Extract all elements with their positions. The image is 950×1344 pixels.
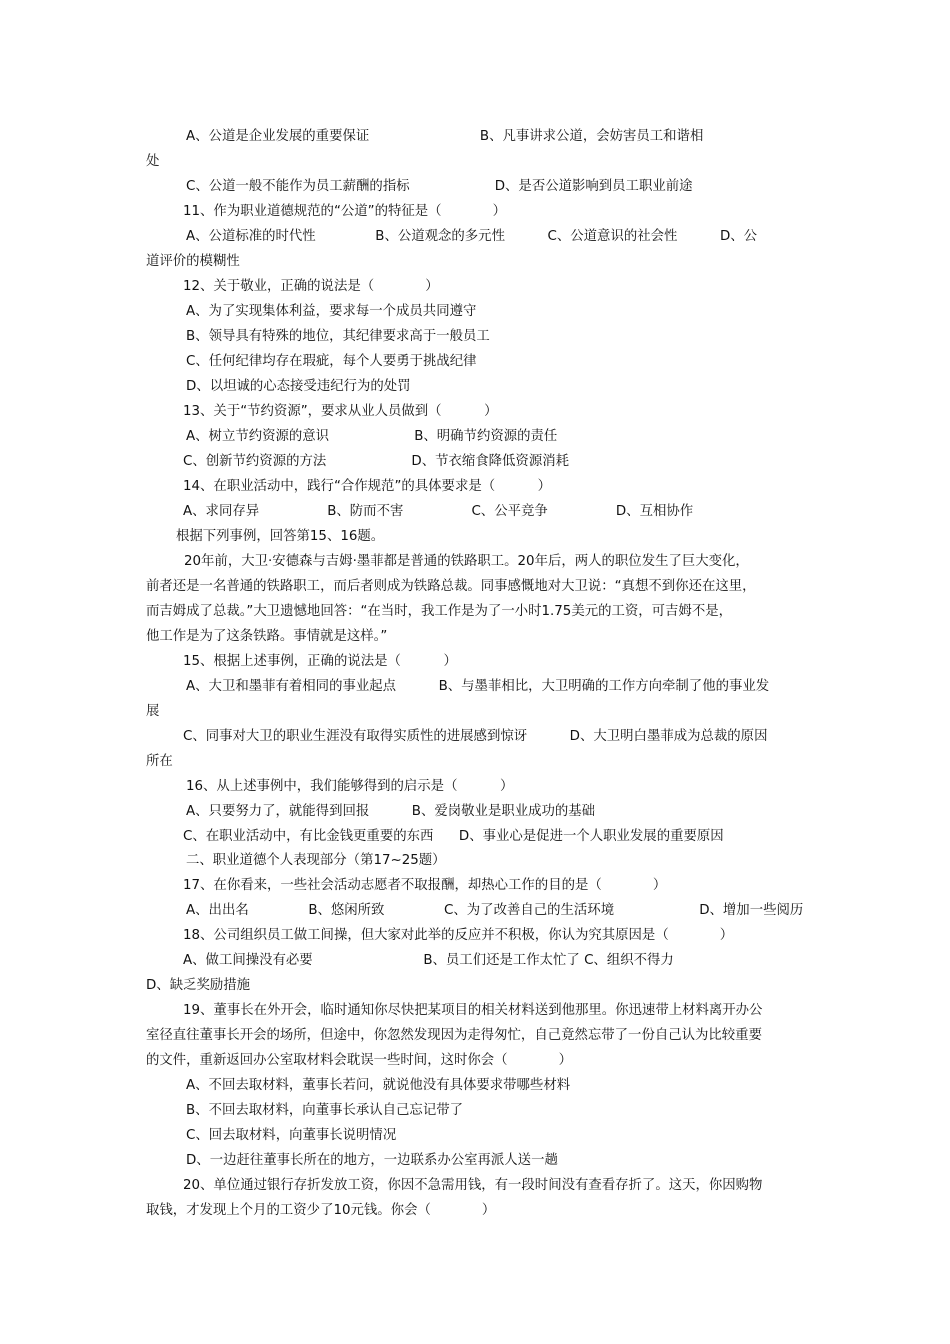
question-14: 14、在职业活动中，践行“合作规范”的具体要求是（ ） (183, 479, 552, 494)
section-heading: 二、职业道德个人表现部分（第17~25题） (186, 853, 446, 868)
option-line: A、公道标准的时代性 B、公道观念的多元性 C、公道意识的社会性 D、公 (186, 229, 758, 244)
option-line: A、出出名 B、悠闲所致 C、为了改善自己的生活环境 D、增加一些阅历 (186, 903, 804, 918)
question-17: 17、在你看来，一些社会活动志愿者不取报酬，却热心工作的目的是（ ） (183, 878, 667, 893)
option-line: B、领导具有特殊的地位，其纪律要求高于一般员工 (186, 329, 490, 344)
option-line-continuation: 道评价的模糊性 (146, 254, 240, 269)
case-paragraph: 前者还是一名普通的铁路职工，而后者则成为铁路总裁。同事感慨地对大卫说：“真想不到你还在这里， (146, 579, 756, 594)
option-line: C、创新节约资源的方法 D、节衣缩食降低资源消耗 (183, 454, 569, 469)
option-line: C、同事对大卫的职业生涯没有取得实质性的进展感到惊讶 D、大卫明白墨菲成为总裁的原因 (183, 729, 768, 744)
option-line: C、任何纪律均存在瑕疵，每个人要勇于挑战纪律 (186, 354, 477, 369)
option-line-continuation: 所在 (146, 754, 173, 769)
question-20: 20、单位通过银行存折发放工资，你因不急需用钱，有一段时间没有查看存折了。这天，你因购物 (183, 1178, 763, 1193)
option-line: A、不回去取材料，董事长若问，就说他没有具体要求带哪些材料 (186, 1078, 571, 1093)
option-line: A、求同存异 B、防而不害 C、公平竞争 D、互相协作 (183, 504, 694, 519)
case-paragraph: 他工作是为了这条铁路。事情就是这样。” (146, 629, 388, 644)
option-line: D、以坦诚的心态接受违纪行为的处罚 (186, 379, 411, 394)
question-19-continuation: 的文件，重新返回办公室取材料会耽误一些时间，这时你会（ ） (146, 1053, 573, 1068)
question-19: 19、董事长在外开会，临时通知你尽快把某项目的相关材料送到他那里。你迅速带上材料离开办公 (183, 1003, 763, 1018)
case-intro: 根据下列事例，回答第15、16题。 (176, 529, 385, 544)
option-line: B、不回去取材料，向董事长承认自己忘记带了 (186, 1103, 463, 1118)
option-line-continuation: 展 (146, 704, 160, 719)
question-16: 16、从上述事例中，我们能够得到的启示是（ ） (186, 779, 514, 794)
question-15: 15、根据上述事例，正确的说法是（ ） (183, 654, 457, 669)
question-11: 11、作为职业道德规范的“公道”的特征是（ ） (183, 204, 507, 219)
option-line: C、回去取材料，向董事长说明情况 (186, 1128, 397, 1143)
option-line: C、公道一般不能作为员工薪酬的指标 D、是否公道影响到员工职业前途 (186, 179, 693, 194)
option-line: A、树立节约资源的意识 B、明确节约资源的责任 (186, 429, 558, 444)
option-line: C、在职业活动中，有比金钱更重要的东西 D、事业心是促进一个人职业发展的重要原因 (183, 829, 724, 844)
option-line-continuation: 处 (146, 154, 160, 169)
option-line: A、为了实现集体利益，要求每一个成员共同遵守 (186, 304, 477, 319)
question-12: 12、关于敬业，正确的说法是（ ） (183, 279, 439, 294)
option-line: A、只要努力了，就能得到回报 B、爱岗敬业是职业成功的基础 (186, 804, 596, 819)
option-line: A、公道是企业发展的重要保证 B、凡事讲求公道，会妨害员工和谐相 (186, 129, 704, 144)
question-20-continuation: 取钱，才发现上个月的工资少了10元钱。你会（ ） (146, 1203, 496, 1218)
question-18: 18、公司组织员工做工间操，但大家对此举的反应并不积极，你认为究其原因是（ ） (183, 928, 734, 943)
question-19-continuation: 室径直往董事长开会的场所，但途中，你忽然发现因为走得匆忙，自己竟然忘带了一份自己认为比较重要 (146, 1028, 762, 1043)
option-line: A、做工间操没有必要 B、员工们还是工作太忙了 C、组织不得力 (183, 953, 674, 968)
option-line: A、大卫和墨菲有着相同的事业起点 B、与墨菲相比，大卫明确的工作方向牵制了他的事业发 (186, 679, 770, 694)
question-13: 13、关于“节约资源”，要求从业人员做到（ ） (183, 404, 498, 419)
option-line-continuation: D、缺乏奖励措施 (146, 978, 251, 993)
case-paragraph: 而吉姆成了总裁。”大卫遗憾地回答：“在当时，我工作是为了一小时1.75美元的工资，可吉姆不是， (146, 604, 733, 619)
option-line: D、一边赶往董事长所在的地方，一边联系办公室再派人送一趟 (186, 1153, 558, 1168)
case-paragraph: 20年前，大卫·安德森与吉姆·墨菲都是普通的铁路职工。20年后，两人的职位发生了巨大变化， (184, 554, 749, 569)
